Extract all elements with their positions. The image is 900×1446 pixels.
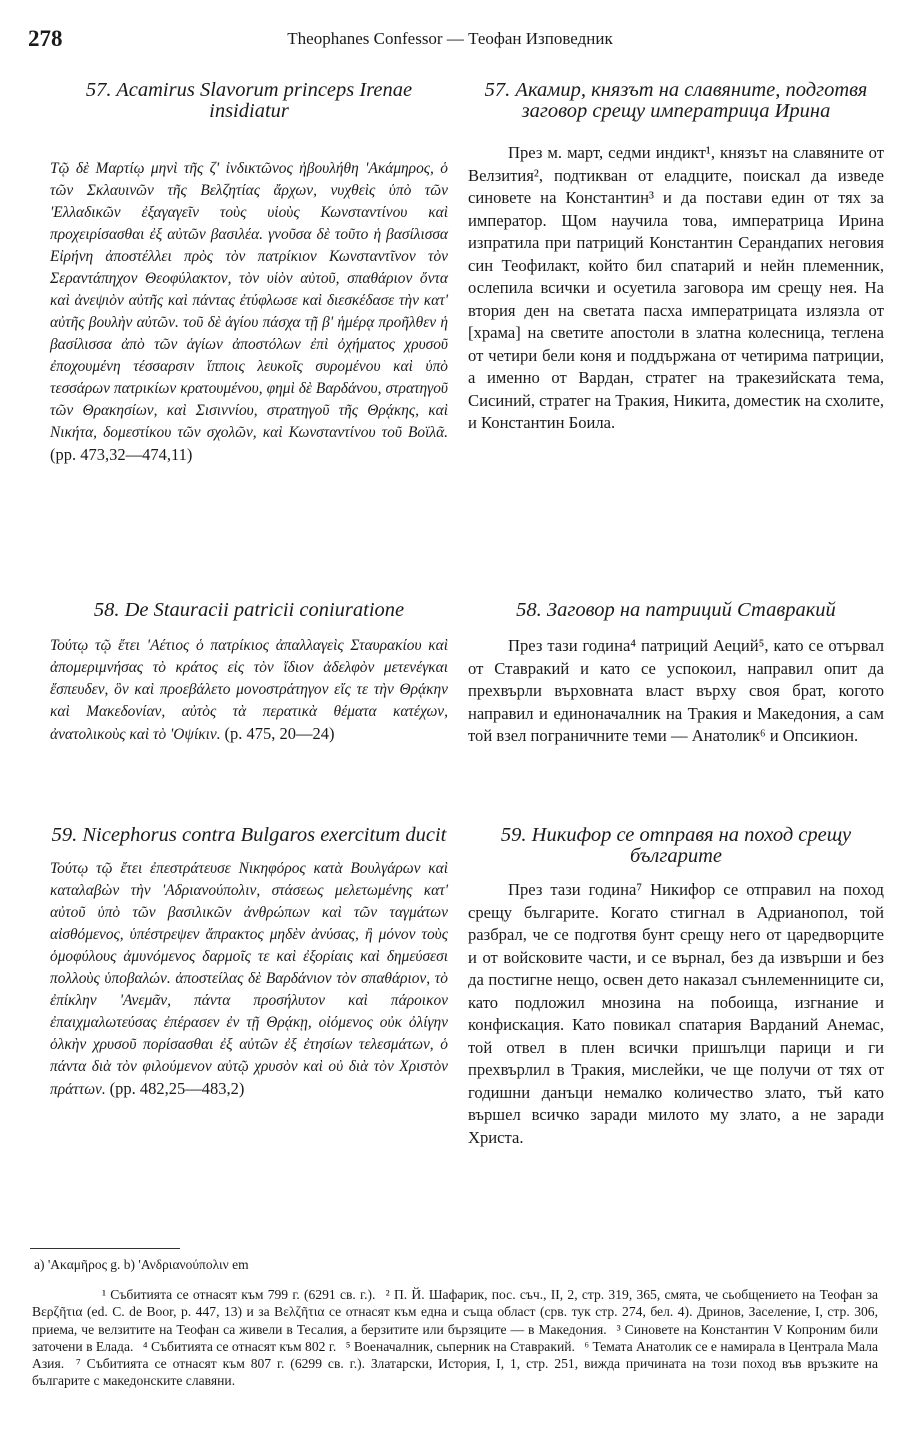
page-reference: (p. 475, 20—24) (224, 724, 335, 743)
greek-text (50, 858, 448, 1101)
footnote-6: ⁶ Темата Анатолик се е намирала в Централа Мала Азия. (32, 1338, 879, 1372)
page-number: 278 (28, 26, 63, 51)
greek-body: Τούτῳ τῷ ἔτει ἐπεστράτευσε Νικηφόρος κατὰ Βουλγάρων καὶ καταλαβὼν τὴν 'Αδριανούπολιν, στάσεως μελετωμένης κατ' αὐτοῦ ὑπὸ τῶν βασιλικῶν ἀνθρώπων καὶ τῶν ταγμάτων αἰσθόμενος, ὑπέστρεψεν ἄπρακτος μηδὲν ἀνύσας, ἢ μόνον τοὺς ὁμοφύλους ἀμυνόμενος δαρμοῖς τε καὶ ἐξορίαις καὶ δημεύσεσι πολλοὺς ὑποβαλών. ἀποστείλας δὲ Βαρδάνιον τὸν σπαθάριον, τὸ ἐπίκλην 'Ανεμᾶν, πάντα προσήλυτον καὶ πάροικον ἐπαιχμαλωτεύσας ἐπέρασεν ἐν τῇ Θρᾴκῃ, οἰόμενος οὐκ ὀλίγην ὁλκὴν χρυσοῦ πορίσασθαι ἐξ αὐτῶν ἐξ ἐτησίων τελεσμάτων, ὁ πάντα διὰ τὸν φιλούμενον αὐτῷ χρυσὸν καὶ οὐ διὰ τὸν Χριστὸν πράττων. (50, 860, 448, 1098)
greek-body: Τῷ δὲ Μαρτίῳ μηνὶ τῆς ζ' ἰνδικτῶνος ἠβουλήθη 'Ακάμηρος, ὁ τῶν Σκλαυινῶν τῆς Βελζητίας ἄρχων, νυχθεὶς ὑπὸ τῶν 'Ελλαδικῶν ἐξαγαγεῖν τοὺς υἱοὺς Κωνσταντίνου καὶ προχειρίσασθαι ἐξ αὐτῶν βασιλέα. γνοῦσα δὲ τοῦτο ἡ βασίλισσα Εἰρήνη ἀποστέλλει πρὸς τὸν πατρίκιον Κωνσταντῖνον τὸν Σεραντάπηχον Θεοφύλακτον, τὸν υἱὸν αὐτοῦ, σπαθάριον ὄντα καὶ ἀνεψιὸν αὐτῆς καὶ πάντας ἐτύφλωσε καὶ διεσκέδασε τὴν κατ' αὐτῆς βουλὴν αὐτῶν. τοῦ δὲ ἁγίου πάσχα τῇ β' ἡμέρᾳ προῆλθεν ἡ βασίλισσα ἀπὸ τῶν ἁγίων ἀποστόλων ἐπὶ ὀχήματος χρυσοῦ ἐποχουμένη τέσσαρσιν ἵπποις λευκοῖς συρομένου καὶ ὑπὸ τεσσάρων πατρικίων κρατουμένου, φημὶ δὲ Βαρδάνου, στρατηγοῦ τῶν Θρακησίων, καὶ Σισιννίου, στρατηγοῦ τῆς Θρᾴκης, καὶ Νικήτα, δομεστίκου τῶν σχολῶν, καὶ Κωνσταντίνου τοῦ Βοϊλᾶ. (50, 160, 448, 441)
page-reference: (pp. 473,32—474,11) (50, 445, 193, 464)
bulgarian-text: През тази година⁷ Никифор се отправил на поход срещу българите. Когато стигнал в Адрианопол, той разбрал, че се подготвя бунт срещу него от царедворците и от войсковите части, и се върнал, без да извърши и без да постигне нещо, освен дето наказал сънлеменниците си, като подложил мнозина на побоища, изгнание и конфискация. Като повикал спатария Варданий Анемас, той отвел в плен всички пришълци парици и ги прехвърлил в Тракия, мислейки, че ще получи от тях от годишни данъци немалко количество злато, тъй като вършел всичко заради милото му злато, а не заради Христа. (468, 880, 884, 1147)
footnote-3: ³ Синовете на Константин V Копроним били заточени в Елада. (32, 1321, 878, 1354)
footnote-4: ⁴ Събитията се отнасят към 802 г. (142, 1338, 337, 1354)
section-58-bulgarian (468, 600, 884, 748)
section-57-greek (50, 80, 448, 467)
section-title: 57. Акамир, князът на славяните, подготвя заговор срещу императрица Ирина (484, 79, 868, 122)
page-reference: (pp. 482,25—483,2) (109, 1079, 245, 1098)
section-59-bulgarian (468, 825, 884, 1149)
footnote-1: ¹ Събитията се отнасят към 799 г. (6291 св. г.). (102, 1287, 376, 1302)
greek-text (50, 158, 448, 467)
bulgarian-text: През тази година⁴ патриций Аеций⁵, като се отървал от Ставракий и като се успокоил, направил опит да прехвърли върховната власт върху своя брат, когото направил и единоначалник на Тракия и Македония, а сам той взел пограничните теми — Анатолик⁶ и Опсикион. (468, 636, 884, 745)
greek-body: Τούτῳ τῷ ἔτει 'Αέτιος ὁ πατρίκιος ἀπαλλαγεὶς Σταυρακίου καὶ ἀπομεριμνήσας τὸ κράτος εἰς τὸν ἴδιον ἀδελφὸν μετενέγκαι ἔσπευδεν, ὃν καὶ προεβάλετο μονοστράτηγον εἴς τε τὴν Θρᾴκην καὶ Μακεδονίαν, αὐτὸς τὰ περατικὰ θέματα κατέχων, ἀνατολικοὺς καὶ τὸ 'Οψίκιν. (50, 637, 448, 743)
footnote-divider (30, 1248, 180, 1249)
greek-text (50, 635, 448, 746)
section-title: 57. Acamirus Slavorum princeps Irenae insidiatur (85, 79, 413, 122)
section-57-bulgarian (468, 80, 884, 435)
critical-apparatus: a) 'Ακαμῆρος g. b) 'Ανδριανούπολιν em (34, 1257, 249, 1272)
footnote-7: ⁷ Събитията се отнасят към 807 г. (6299 св. г.). Златарски, История, I, 1, стр. 251, вижда причината на този поход във връзките на българите с македонските славяни. (32, 1356, 878, 1389)
section-title: 58. Заговор на патриций Ставракий (516, 599, 836, 621)
footnote-5: ⁵ Военачалник, сьперник на Ставракий. (345, 1338, 575, 1354)
section-58-greek (50, 600, 448, 746)
running-title: Theophanes Confessor — Теофан Изповедник (287, 29, 613, 48)
bulgarian-text: През м. март, седми индикт¹, князът на славяните от Велзития², подтикван от еладците, поискал да изведе синовете на Константин³ и да постави един от тях за император. Щом научила това, императрица Ирина изпратила при патриций Константин Серандапих неговия син Теофилакт, който бил спатарий и нейн племенник, ослепила всички и осуетила заговора им срещу нея. На втория ден на светата пасха императрицата излязла от [храма] на светите апостоли в златна колесница, теглена от четири бели коня и поддържана от четирима патриции, а именно от Вардан, стратег на тракезийската тема, Сисиний, стратег на Тракия, Никита, доместик на схолите, и Константин Боила. (468, 143, 884, 432)
footnotes (32, 1286, 878, 1390)
footnote-2: ² П. Й. Шафарик, пос. съч., II, 2, стр. 319, 365, смята, че сьобщението на Теофан за Βερζῆτια (ed. C. de Boor, р. 447, 13) и за Βελζῆτια се отнасят към една и съща област (срв. тук стр. 274, бел. 4). Дринов, Заселение, I, стр. 306, приема, че велзитите на Теофан са живели в Тесалия, а берзитите или бързяците — в Македония. (32, 1287, 878, 1337)
section-title: 59. Никифор се отправя на поход срещу българите (500, 824, 852, 867)
page-header (28, 26, 872, 56)
section-title: 59. Nicephorus contra Bulgaros exercitum ducit (51, 824, 447, 846)
section-59-greek (50, 825, 448, 1101)
section-title: 58. De Stauracii patricii coniuratione (93, 599, 405, 621)
